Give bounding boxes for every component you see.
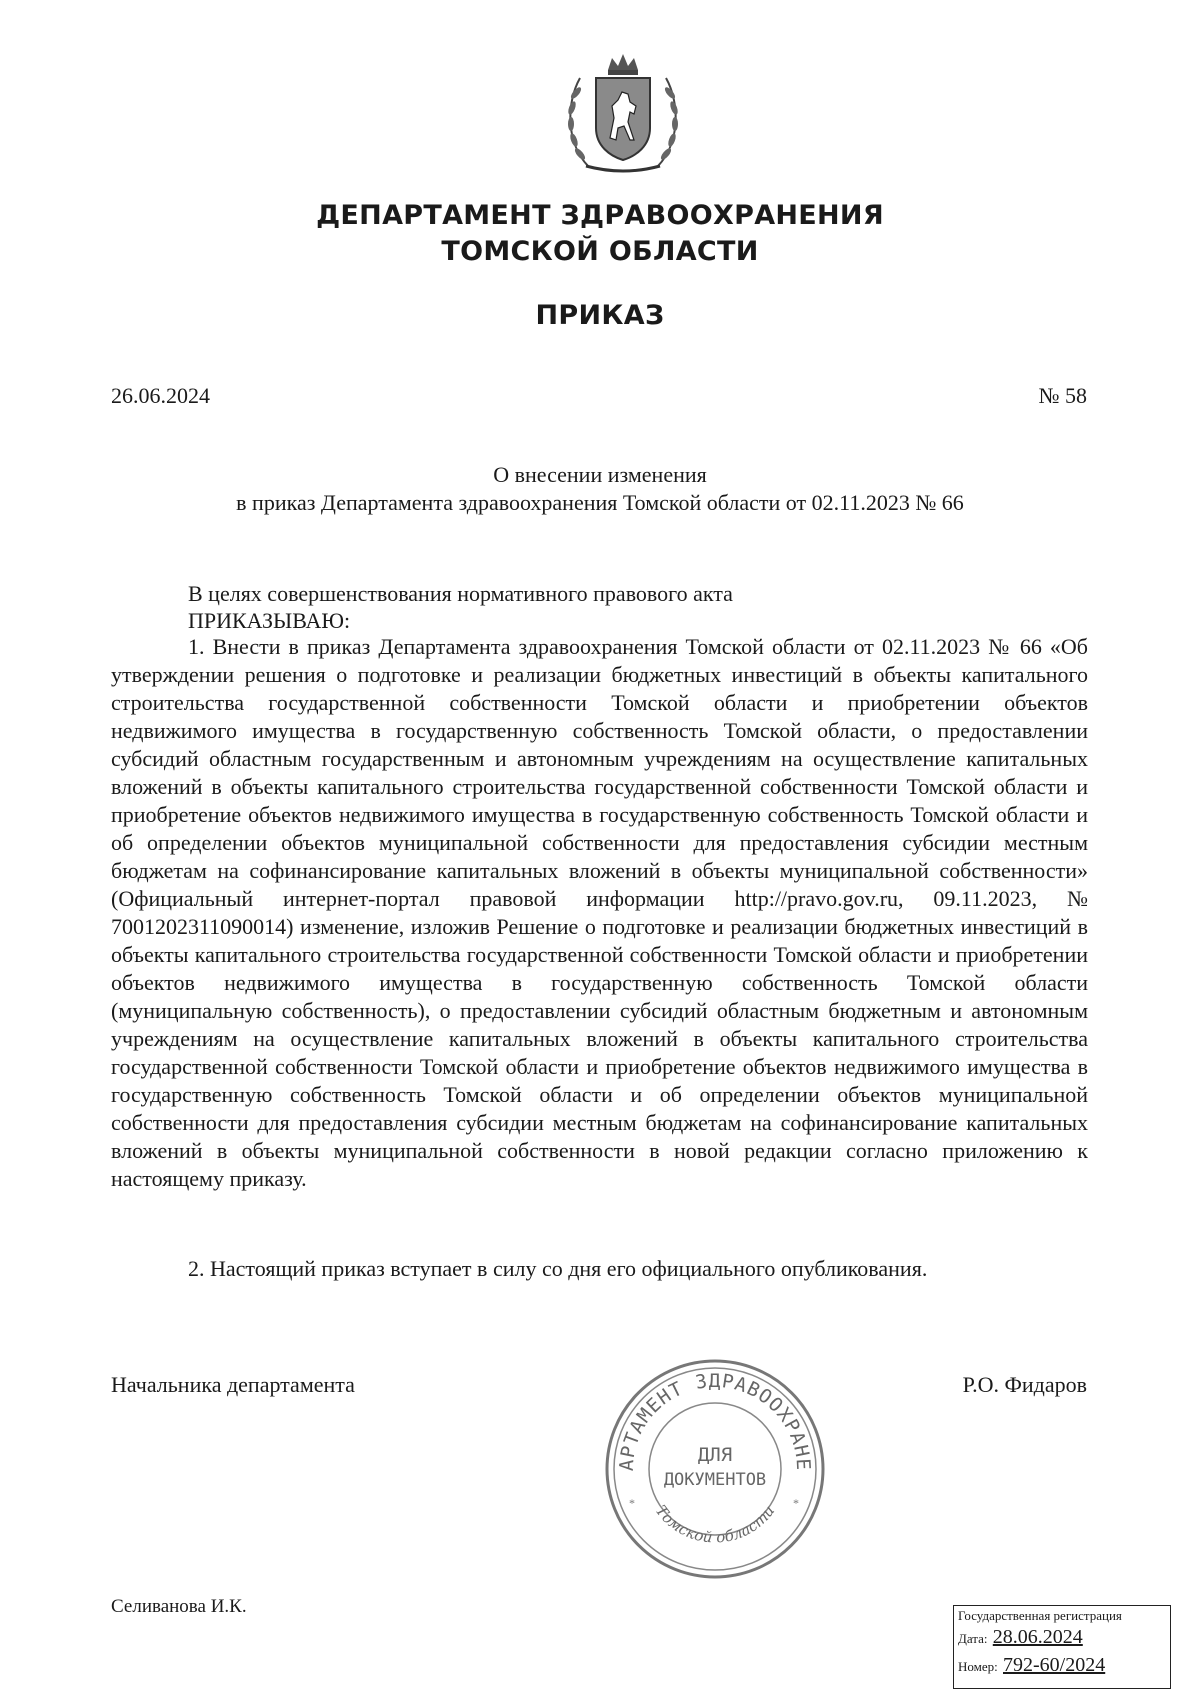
department-name-line-2: ТОМСКОЙ ОБЛАСТИ (441, 236, 759, 267)
svg-text:*: * (629, 1496, 635, 1510)
order-directive-word: ПРИКАЗЫВАЮ: (188, 608, 351, 633)
signer-title: Начальника департамента (111, 1372, 355, 1397)
signer-name: Р.О. Фидаров (962, 1372, 1087, 1397)
preamble-text: В целях совершенствования нормативного правового акта (188, 581, 733, 606)
stamp-center-line-2: ДОКУМЕНТОВ (663, 1470, 767, 1490)
subject-line-2: в приказ Департамента здравоохранения Томской области от 02.11.2023 № 66 (236, 490, 964, 515)
subject-line-1: О внесении изменения (493, 462, 707, 487)
order-item-1: 1. Внести в приказ Департамента здравоохранения Томской области от 02.11.2023 № 66 «Об утверждении решения о подготовке и реализации бюджетных инвестиций в объекты капитального строительства государственной собственности Томской области и приобретении объектов недвижимого имущества в государственную собственность Томской области, о предоставлении субсидий областным государственным и автономным учреждениям на осуществление капитальных вложений в объекты капитального строительства государственной собственности Томской области и приобретение объектов недвижимого имущества в государственную собственность Томской области и об определении объектов муниципальной собственности для предоставления субсидии местным бюджетам на софинансирование капитальных вложений в объекты муниципальной собственности» (Официальный интернет-портал правовой информации http://pravo.gov.ru, 09.11.2023, № 7001202311090014) изменение, изложив Решение о подготовке и реализации бюджетных инвестиций в объекты капитального строительства государственной собственности Томской области и приобретении объектов недвижимого имущества в государственную собственность Томской области (муниципальную собственность), о предоставлении субсидий областным бюджетным и автономным учреждениям на осуществление капитальных вложений в объекты капитального строительства государственной собственности Томской области и приобретение объектов недвижимого имущества в государственную собственность Томской области и об определении объектов муниципальной собственности для предоставления субсидии местным бюджетам на софинансирование капитальных вложений в объекты муниципальной собственности в новой редакции согласно приложению к настоящему приказу. (111, 634, 1088, 1191)
registration-number-row (958, 1652, 1166, 1680)
tomsk-coat-of-arms-emblem (558, 48, 688, 178)
registration-number-value: 792-60/2024 (1003, 1654, 1106, 1676)
registration-date-row (958, 1624, 1166, 1652)
state-registration-box (953, 1605, 1171, 1689)
order-item-2: 2. Настоящий приказ вступает в силу со дня его официального опубликования. (188, 1256, 928, 1281)
svg-text:Томской области (652, 1502, 778, 1547)
official-round-stamp (603, 1357, 827, 1581)
registration-number-label: Номер: (958, 1659, 998, 1674)
registration-date-value: 28.06.2024 (992, 1626, 1083, 1648)
department-name-line-1: ДЕПАРТАМЕНТ ЗДРАВООХРАНЕНИЯ (316, 200, 884, 231)
order-number: № 58 (1038, 383, 1087, 408)
registration-title: Государственная регистрация (958, 1608, 1122, 1623)
order-date: 26.06.2024 (111, 383, 210, 408)
stamp-bottom-text: Томской области (651, 1501, 779, 1547)
svg-text:*: * (793, 1496, 799, 1510)
document-type-title: ПРИКАЗ (535, 300, 665, 331)
registration-date-label: Дата: (958, 1631, 988, 1646)
stamp-outer-text: АРТАМЕНТ ЗДРАВООХРАНЕ (615, 1369, 815, 1472)
stamp-center-line-1: ДЛЯ (697, 1444, 733, 1466)
executor-name: Селиванова И.К. (111, 1596, 247, 1617)
